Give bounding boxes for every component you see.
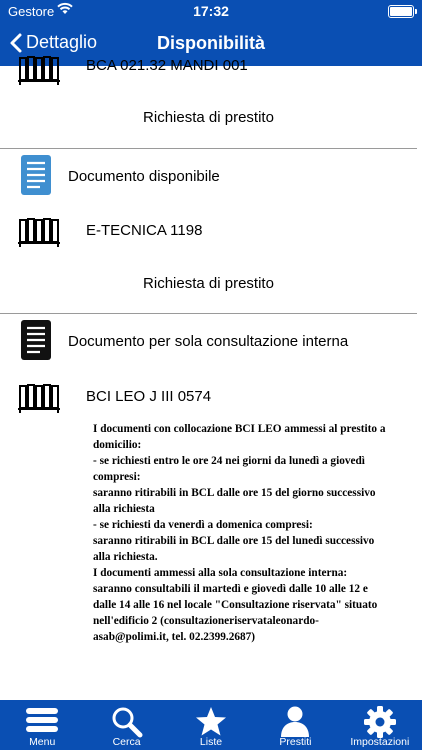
availability-status: Documento disponibile [68, 168, 220, 185]
collocation-label: E-TECNICA 1198 [86, 222, 203, 239]
bookshelf-icon [17, 216, 61, 253]
note-line: - se richiesti da venerdì a domenica compresi: [93, 519, 313, 531]
note-line: saranno consultabili il martedì e giovedì dalle 10 alle 12 e dalle 14 alle 16 nel locale "Consultazione riservata" situato nell'edificio 2 (consultazioneriservataleonardo-asab@polimi.it, tel. 02.2399.2687) [93, 583, 378, 643]
tab-label: Impostazioni [350, 736, 410, 748]
search-icon [111, 706, 143, 738]
divider [0, 313, 417, 314]
collocation-label: BCA 021.32 MANDI 001 [86, 57, 248, 74]
tab-cerca[interactable] [84, 700, 168, 750]
tab-label: Menu [29, 736, 56, 748]
document-icon [20, 319, 52, 366]
collocation-label: BCI LEO J III 0574 [86, 388, 212, 405]
document-icon [20, 154, 52, 201]
back-label: Dettaglio [26, 32, 98, 52]
tab-menu[interactable] [0, 700, 84, 750]
note-line: I documenti con collocazione BCI LEO ammessi al prestito a domicilio: [93, 423, 386, 451]
loan-request-link[interactable]: Richiesta di prestito [143, 109, 274, 126]
bookshelf-icon [17, 382, 61, 419]
tab-liste[interactable] [169, 700, 253, 750]
tab-label: Liste [199, 736, 223, 748]
chevron-left-icon [10, 33, 22, 53]
loan-request-link[interactable]: Richiesta di prestito [143, 275, 274, 292]
divider [0, 148, 417, 149]
tab-label: Cerca [112, 736, 141, 748]
tab-impostazioni[interactable] [338, 700, 422, 750]
clock: 17:32 [193, 3, 229, 19]
hamburger-icon [25, 706, 59, 734]
person-icon [280, 706, 310, 738]
gear-icon [364, 706, 396, 738]
back-button[interactable] [10, 32, 97, 53]
note-line: saranno ritirabili in BCL dalle ore 15 del giorno successivo alla richiesta [93, 487, 376, 515]
note-line: I documenti ammessi alla sola consultazione interna: [93, 567, 348, 579]
availability-status: Documento per sola consultazione interna [68, 333, 349, 350]
note-line: saranno ritirabili in BCL dalle ore 15 del lunedì successivo alla richiesta. [93, 535, 375, 563]
star-icon [195, 706, 227, 737]
loan-policy-note [93, 421, 393, 645]
battery-icon [388, 5, 414, 18]
status-bar [0, 0, 422, 22]
tab-label: Prestiti [279, 736, 312, 748]
carrier-label: Gestore [8, 4, 55, 19]
bookshelf-icon [17, 54, 61, 91]
tab-prestiti[interactable] [253, 700, 337, 750]
tab-bar [0, 700, 422, 750]
page-title: Disponibilità [157, 33, 265, 53]
note-line: - se richiesti entro le ore 24 nei giorni da lunedì a giovedì compresi: [93, 455, 365, 483]
availability-list[interactable] [0, 57, 422, 700]
